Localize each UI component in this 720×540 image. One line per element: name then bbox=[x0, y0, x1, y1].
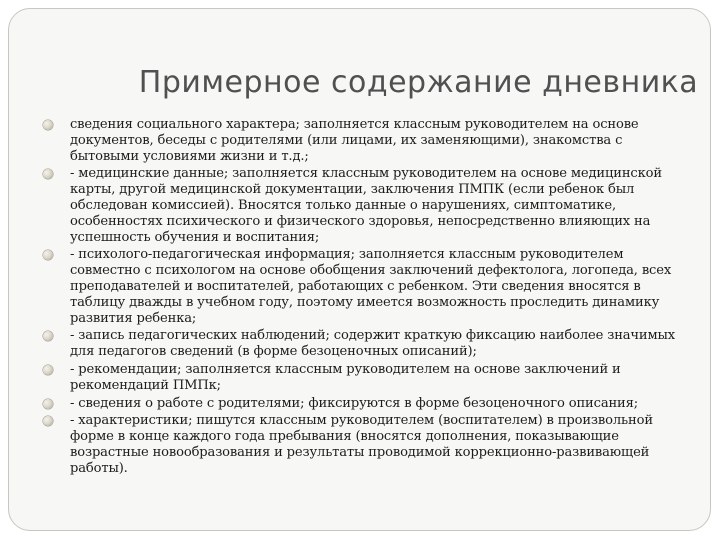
bullet-icon bbox=[43, 365, 53, 375]
list-item bbox=[43, 362, 695, 394]
bullet-icon bbox=[43, 169, 53, 179]
list-item-text: - запись педагогических наблюдений; содержит краткую фиксацию наиболее значимых для педагогов сведений (в форме безоценочных описаний); bbox=[70, 328, 676, 360]
bullet-list bbox=[43, 117, 695, 479]
bullet-icon bbox=[43, 416, 53, 426]
slide bbox=[8, 8, 711, 531]
list-item-text: - медицинские данные; заполняется классным руководителем на основе медицинской карты, другой медицинской документации, заключения ПМПК (если ребенок был обследован комиссией). Вносятся только данные о нарушениях, симптоматике, особенностях психического и физического здоровья, непосредственно влияющих на успешность обучения и воспитания; bbox=[70, 166, 662, 245]
list-item-text: - сведения о работе с родителями; фиксируются в форме безоценочного описания; bbox=[70, 395, 638, 411]
list-item-text: - психолого-педагогическая информация; заполняется классным руководителем совместно с психологом на основе обобщения заключений дефектолога, логопеда, всех преподавателей и воспитателей, работающих с ребенком. Эти сведения вносятся в таблицу дважды в учебном году, поэтому имеется возможность проследить динамику развития ребенка; bbox=[70, 247, 672, 326]
list-item bbox=[43, 413, 695, 476]
list-item bbox=[43, 166, 695, 245]
list-item-text: - характеристики; пишутся классным руководителем (воспитателем) в произвольной форме в конце каждого года пребывания (вносятся дополнения, показывающие возрастные новообразования и результаты проводимой коррекционно-развивающей работы). bbox=[70, 413, 653, 476]
bullet-icon bbox=[43, 331, 53, 341]
list-item bbox=[43, 247, 695, 326]
list-item bbox=[43, 328, 695, 360]
list-item bbox=[43, 117, 695, 164]
list-item-text: сведения социального характера; заполняется классным руководителем на основе документов, беседы с родителями (или лицами, их заменяющими), знакомства с бытовыми условиями жизни и т.д.; bbox=[70, 117, 639, 164]
bullet-icon bbox=[43, 120, 53, 130]
list-item bbox=[43, 396, 695, 412]
bullet-icon bbox=[43, 250, 53, 260]
list-item-text: - рекомендации; заполняется классным руководителем на основе заключений и рекомендаций ПМПк; bbox=[70, 361, 621, 393]
bullet-icon bbox=[43, 399, 53, 409]
slide-title-text: Примерное содержание дневника bbox=[138, 65, 699, 100]
slide-title bbox=[9, 65, 710, 100]
